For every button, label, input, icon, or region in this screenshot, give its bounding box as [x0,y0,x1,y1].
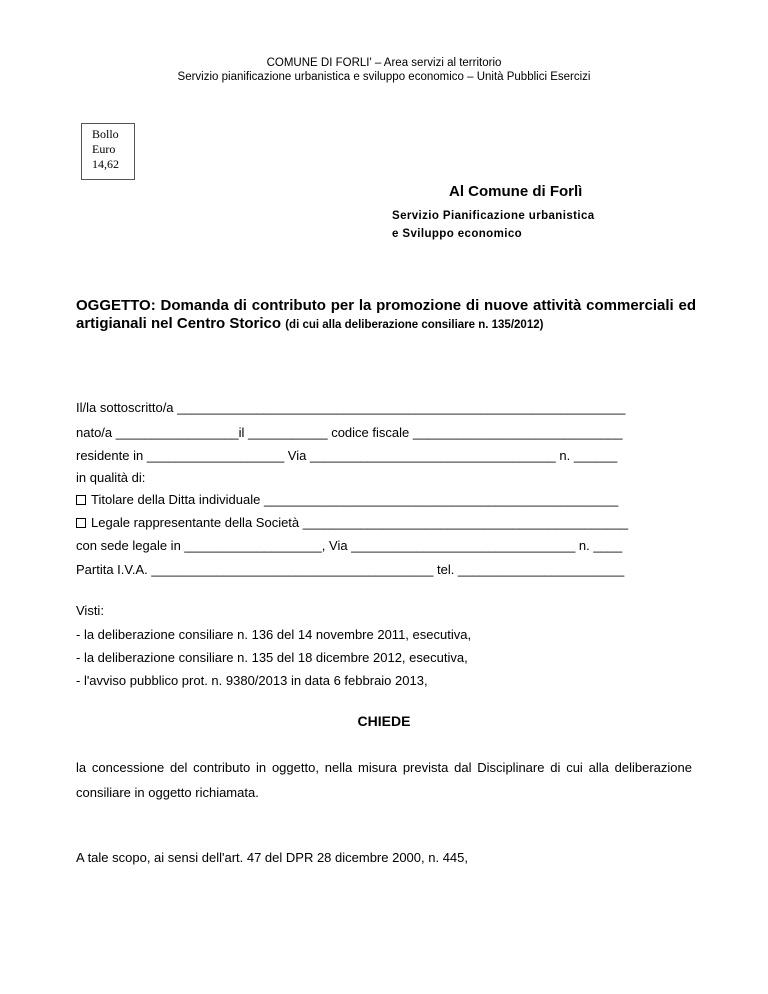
visti-item-2: - la deliberazione consiliare n. 135 del 18 dicembre 2012, esecutiva, [76,650,468,665]
form-line-registered-office[interactable]: con sede legale in ___________________, Via _______________________________ n. ____ [76,538,623,553]
revenue-stamp-box [81,123,135,180]
form-line-capacity-label: in qualità di: [76,470,146,485]
subject-note: (di cui alla deliberazione consiliare n. 135/2012) [285,319,544,331]
visti-item-1: - la deliberazione consiliare n. 136 del 14 novembre 2011, esecutiva, [76,627,472,642]
stamp-line-3: 14,62 [92,157,119,171]
form-line-vat[interactable]: Partita I.V.A. _______________________________________ tel. _______________________ [76,562,625,577]
sole-proprietor-label: Titolare della Ditta individuale _________________________________________________ [91,492,619,507]
request-text: la concessione del contributo in oggetto, nella misura prevista dal Disciplinare di cui alla deliberazione consiliare in oggetto richiamata. [76,760,692,800]
form-line-name[interactable]: Il/la sottoscritto/a ______________________________________________________________ [76,400,626,415]
recipient-line-1: Servizio Pianificazione urbanistica [392,210,595,222]
recipient-line-2: e Sviluppo economico [392,228,523,240]
request-heading: CHIEDE [357,713,411,729]
closing-text: A tale scopo, ai sensi dell'art. 47 del DPR 28 dicembre 2000, n. 445, [76,850,468,865]
stamp-line-2: Euro [92,142,116,156]
recipient-title: Al Comune di Forlì [449,183,583,200]
form-line-residence[interactable]: residente in ___________________ Via __________________________________ n. ______ [76,448,618,463]
visti-item-3: - l'avviso pubblico prot. n. 9380/2013 in data 6 febbraio 2013, [76,673,428,688]
checkbox-icon[interactable] [76,495,86,505]
form-line-sole-proprietor[interactable] [76,492,618,507]
checkbox-icon[interactable] [76,518,86,528]
stamp-line-1: Bollo [92,127,119,141]
subject-block [76,297,696,334]
form-line-birth[interactable]: nato/a _________________il ___________ codice fiscale _____________________________ [76,425,623,440]
header-line-2: Servizio pianificazione urbanistica e sviluppo economico – Unità Pubblici Esercizi [177,71,591,83]
form-line-legal-rep[interactable] [76,515,628,530]
header-line-1: COMUNE DI FORLI' – Area servizi al territorio [266,57,502,69]
visti-title: Visti: [76,603,104,618]
legal-rep-label: Legale rappresentante della Società _____________________________________________ [91,515,629,530]
subject-main: OGGETTO: Domanda di contributo per la promozione di nuove attività commerciali ed artigianali nel Centro Storico [76,297,696,332]
